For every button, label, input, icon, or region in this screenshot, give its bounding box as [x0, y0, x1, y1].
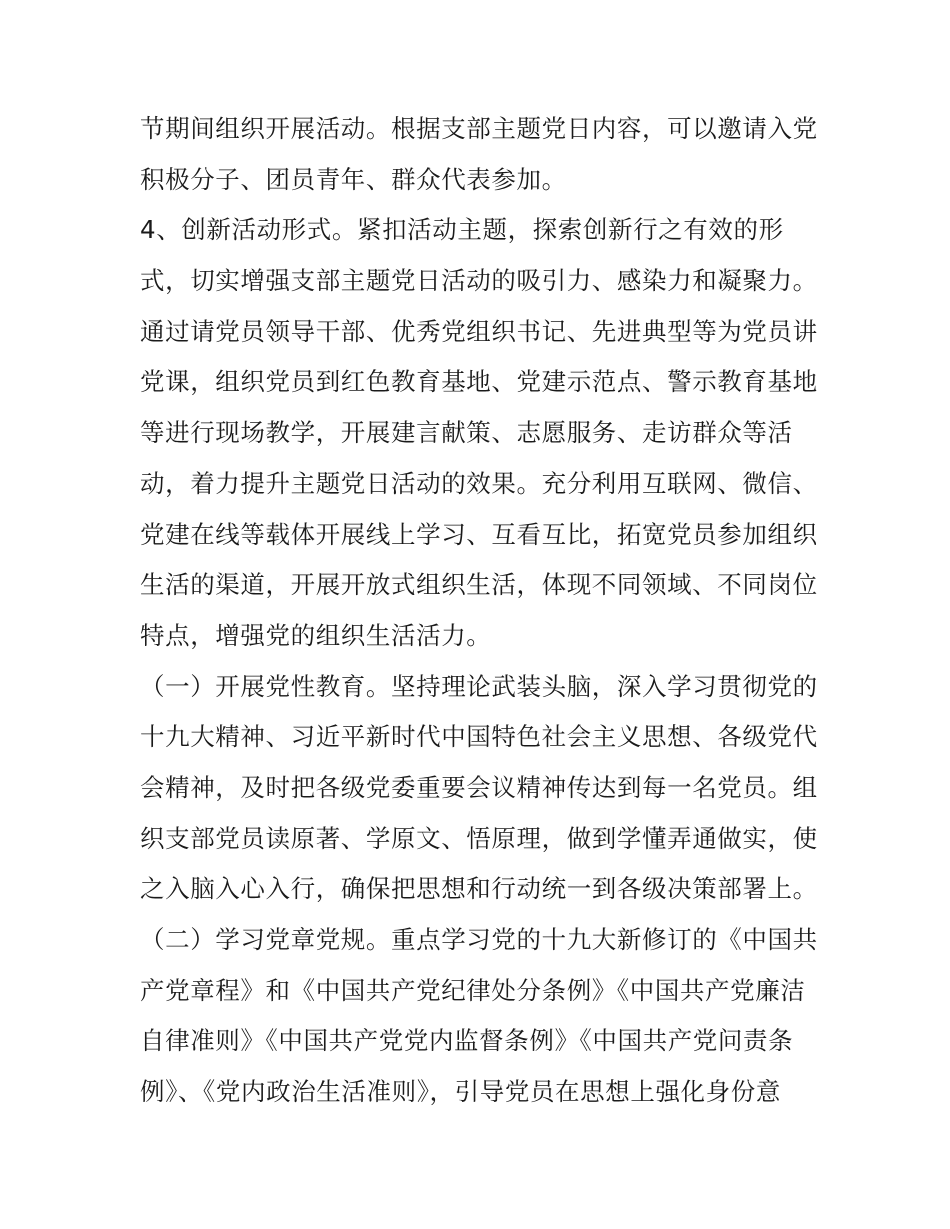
text-line: 动，着力提升主题党日活动的效果。充分利用互联网、微信、 — [140, 468, 818, 498]
text-line: 十九大精神、习近平新时代中国特色社会主义思想、各级党代 — [140, 722, 818, 752]
text-line: 党课，组织党员到红色教育基地、党建示范点、警示教育基地 — [140, 367, 818, 397]
text-line: 式，切实增强支部主题党日活动的吸引力、感染力和凝聚力。 — [140, 266, 818, 296]
text-line: 生活的渠道，开展开放式组织生活，体现不同领域、不同岗位 — [140, 570, 818, 600]
text-line: 自律准则》《中国共产党党内监督条例》《中国共产党问责条 — [140, 1026, 794, 1056]
text-line: 会精神，及时把各级党委重要会议精神传达到每一名党员。组 — [140, 772, 818, 802]
text-line: 党建在线等载体开展线上学习、互看互比，拓宽党员参加组织 — [140, 519, 818, 549]
body-text — [140, 104, 820, 1118]
text-line: （一）开展党性教育。坚持理论武装头脑，深入学习贯彻党的 — [140, 671, 818, 701]
text-line: 积极分子、团员青年、群众代表参加。 — [140, 164, 567, 194]
text-line: 例》、《党内政治生活准则》，引导党员在思想上强化身份意 — [140, 1077, 781, 1107]
text-line: 4、创新活动形式。紧扣活动主题，探索创新行之有效的形 — [140, 215, 784, 245]
text-line: 产党章程》和《中国共产党纪律处分条例》《中国共产党廉洁 — [140, 975, 806, 1005]
text-line: 等进行现场教学，开展建言献策、志愿服务、走访群众等活 — [140, 418, 793, 448]
text-line: 特点，增强党的组织生活活力。 — [140, 620, 492, 650]
text-line: 通过请党员领导干部、优秀党组织书记、先进典型等为党员讲 — [140, 316, 818, 346]
text-line: （二）学习党章党规。重点学习党的十九大新修订的《中国共 — [140, 925, 818, 954]
text-line: 之入脑入心入行，确保把思想和行动统一到各级决策部署上。 — [140, 874, 818, 904]
text-line: 织支部党员读原著、学原文、悟原理，做到学懂弄通做实，使 — [140, 823, 818, 853]
text-line: 节期间组织开展活动。根据支部主题党日内容，可以邀请入党 — [140, 114, 818, 143]
